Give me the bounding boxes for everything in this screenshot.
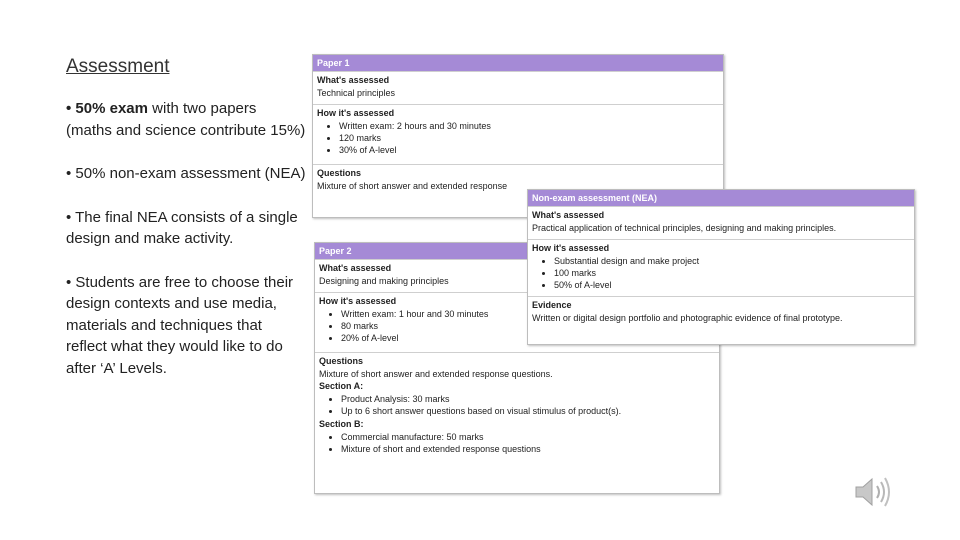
nea-how-assessed <box>528 239 914 296</box>
paper2-whats-assessed-heading: What's assessed <box>319 263 392 273</box>
list-item: • 120 marks <box>339 133 719 143</box>
nea-evidence-heading: Evidence <box>532 300 572 310</box>
assessment-text-panel <box>66 56 306 401</box>
paper2-section-b-heading: Section B: <box>319 419 364 429</box>
paper1-whats-assessed-heading: What's assessed <box>317 75 390 85</box>
paper1-how-list <box>317 121 719 155</box>
paper1-header: Paper 1 <box>313 55 723 71</box>
list-item: • Written exam: 1 hour and 30 minutes <box>341 309 715 319</box>
bullet-final-nea: • The final NEA consists of a single design and make activity. <box>66 208 298 247</box>
bullet-nea: • 50% non-exam assessment (NEA) <box>66 165 306 182</box>
paper1-how-heading: How it's assessed <box>317 108 395 118</box>
nea-how-heading: How it's assessed <box>532 243 610 253</box>
paper2-how-heading: How it's assessed <box>319 296 397 306</box>
bullet-students-free: • Students are free to choose their design contexts and use media, materials and techniques that reflect what they would like to do after ‘A’ Levels. <box>66 273 294 377</box>
paper2-whats-assessed-text: Designing and making principles <box>319 276 449 286</box>
paper2-questions-text: Mixture of short answer and extended response questions. <box>319 369 553 379</box>
bullet-exam <box>66 98 306 141</box>
list-item: • Substantial design and make project <box>554 256 910 266</box>
paper1-questions-text: Mixture of short answer and extended response <box>317 181 508 191</box>
paper1-whats-assessed-text: Technical principles <box>317 88 396 98</box>
paper1-whats-assessed <box>313 71 723 104</box>
paper2-questions-heading: Questions <box>319 356 364 366</box>
list-item: • 80 marks <box>341 321 715 331</box>
nea-evidence-text: Written or digital design portfolio and photographic evidence of final prototype. <box>532 313 843 323</box>
paper2-questions <box>315 352 719 460</box>
list-item: • Commercial manufacture: 50 marks <box>341 432 715 442</box>
bullet-exam-strong: • 50% exam <box>66 100 148 117</box>
nea-evidence <box>528 296 914 329</box>
nea-whats-assessed-heading: What's assessed <box>532 210 605 220</box>
list-item: • 100 marks <box>554 268 910 278</box>
nea-header: Non-exam assessment (NEA) <box>528 190 914 206</box>
list-item: • Product Analysis: 30 marks <box>341 394 715 404</box>
nea-whats-assessed <box>528 206 914 239</box>
list-item: • Mixture of short and extended response questions <box>341 444 715 454</box>
nea-card <box>527 189 915 345</box>
paper2-section-b-list <box>319 432 715 454</box>
list-item: • 20% of A-level <box>341 333 715 343</box>
page-title: Assessment <box>66 56 170 77</box>
list-item: • 50% of A-level <box>554 280 910 290</box>
speaker-icon[interactable] <box>852 472 892 512</box>
bullet-exam-text: with two papers (maths and science contribute 15%) <box>66 100 306 139</box>
nea-whats-assessed-text: Practical application of technical principles, designing and making principles. <box>532 223 837 233</box>
list-item: • 30% of A-level <box>339 145 719 155</box>
nea-how-list <box>532 256 910 290</box>
paper1-questions-heading: Questions <box>317 168 362 178</box>
list-item: • Written exam: 2 hours and 30 minutes <box>339 121 719 131</box>
paper1-how-assessed <box>313 104 723 164</box>
paper2-header: Paper 2 <box>315 243 719 259</box>
paper2-section-a-list <box>319 394 715 416</box>
paper2-section-a-heading: Section A: <box>319 381 364 391</box>
list-item: • Up to 6 short answer questions based on visual stimulus of product(s). <box>341 406 715 416</box>
